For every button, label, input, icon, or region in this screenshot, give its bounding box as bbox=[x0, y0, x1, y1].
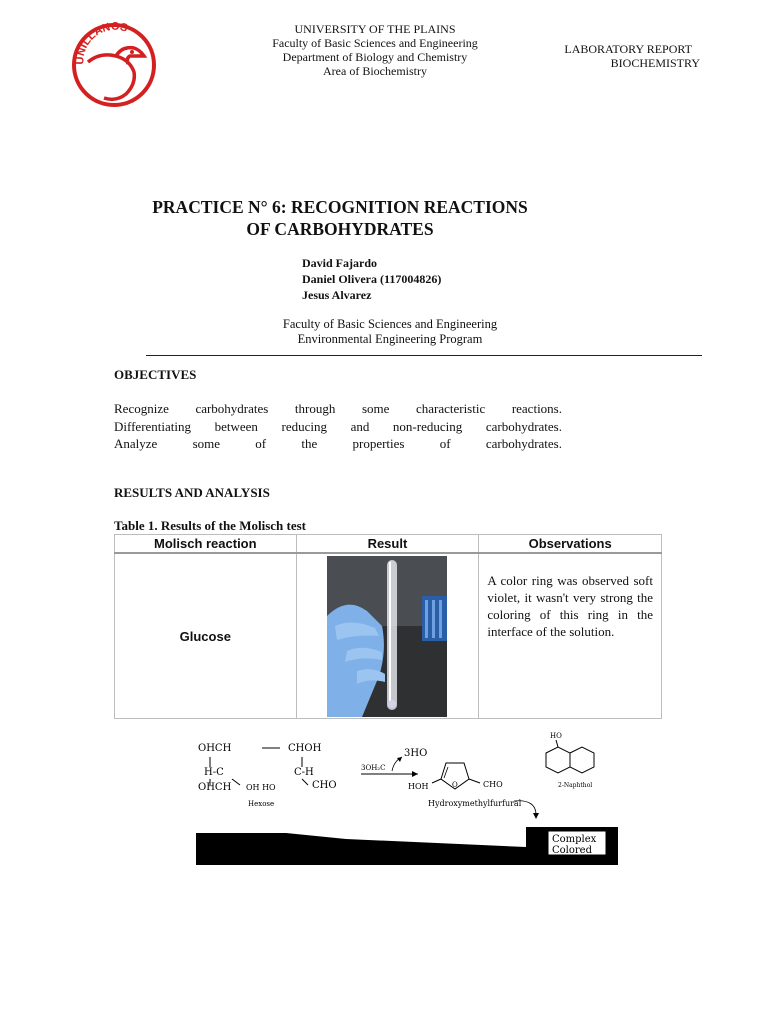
affiliation bbox=[240, 317, 540, 347]
column-header: Result bbox=[296, 535, 479, 554]
logo-text: UNILLANOS bbox=[74, 22, 129, 65]
title-line-1: PRACTICE N° 6: RECOGNITION REACTIONS bbox=[152, 197, 528, 217]
page-title bbox=[80, 196, 600, 240]
table-header-row bbox=[115, 535, 662, 554]
title-line-2: OF CARBOHYDRATES bbox=[246, 219, 434, 239]
label-cho-right: CHO bbox=[483, 780, 503, 789]
author: Jesus Alvarez bbox=[302, 288, 372, 302]
label-ho: HO bbox=[550, 732, 562, 740]
table-row bbox=[115, 553, 662, 719]
label-complex: Complex bbox=[552, 834, 597, 845]
label-choh: CHOH bbox=[288, 743, 322, 754]
subject: BIOCHEMISTRY bbox=[610, 56, 700, 70]
faculty-name: Faculty of Basic Sciences and Engineering bbox=[272, 36, 478, 50]
area-name: Area of Biochemistry bbox=[323, 64, 427, 78]
affiliation-program: Environmental Engineering Program bbox=[297, 332, 483, 346]
label-naphthol: 2-Naphthol bbox=[558, 782, 593, 789]
results-heading: RESULTS AND ANALYSIS bbox=[114, 485, 270, 500]
label-cho-left: CHO bbox=[312, 780, 337, 791]
label-hc: H-C bbox=[204, 767, 224, 778]
header-institution bbox=[230, 22, 520, 78]
author: David Fajardo bbox=[302, 256, 377, 270]
label-3ho: 3HO bbox=[404, 748, 428, 759]
authors bbox=[302, 255, 441, 303]
sample-cell: Glucose bbox=[115, 553, 297, 719]
label-reagent: 3OH₂C bbox=[361, 764, 386, 772]
objective-item: Recognize carbohydrates through some characteristic reactions. bbox=[114, 401, 562, 416]
objective-item: Analyze some of the properties of carbohydrates. bbox=[114, 436, 562, 451]
objectives-heading: OBJECTIVES bbox=[114, 367, 197, 382]
university-logo bbox=[70, 22, 158, 108]
label-ch: C-H bbox=[294, 767, 314, 778]
report-type: LABORATORY REPORT bbox=[564, 42, 692, 56]
column-header: Molisch reaction bbox=[115, 535, 297, 554]
label-ohch-bottom: OHCH bbox=[198, 782, 232, 793]
column-header: Observations bbox=[479, 535, 662, 554]
objectives-list bbox=[114, 400, 562, 453]
label-hmf: Hydroxymethylfurfural bbox=[428, 799, 522, 808]
label-hexose: Hexose bbox=[248, 800, 275, 808]
table-caption: Table 1. Results of the Molisch test bbox=[114, 518, 306, 533]
author: Daniel Olivera (117004826) bbox=[302, 272, 442, 286]
label-oh-ho: OH HO bbox=[246, 783, 276, 792]
objective-item: Differentiating between reducing and non-reducing carbohydrates. bbox=[114, 418, 562, 434]
molisch-reaction-diagram bbox=[196, 727, 618, 865]
label-ohch-top: OHCH bbox=[198, 743, 232, 754]
observation-cell bbox=[479, 553, 662, 719]
result-cell bbox=[296, 553, 479, 719]
header-report-type bbox=[520, 42, 700, 70]
label-hoh: HOH bbox=[408, 782, 429, 791]
molisch-table bbox=[114, 534, 662, 719]
test-tube-photo bbox=[327, 556, 447, 717]
university-name: UNIVERSITY OF THE PLAINS bbox=[294, 22, 456, 36]
department-name: Department of Biology and Chemistry bbox=[282, 50, 468, 64]
label-colored: Colored bbox=[552, 845, 592, 856]
observation-text: A color ring was observed soft violet, it wasn't very strong the coloring of this ring in the interface of the solution. bbox=[487, 573, 653, 639]
label-o: O bbox=[452, 781, 458, 789]
affiliation-faculty: Faculty of Basic Sciences and Engineering bbox=[282, 317, 498, 331]
divider bbox=[146, 355, 702, 356]
